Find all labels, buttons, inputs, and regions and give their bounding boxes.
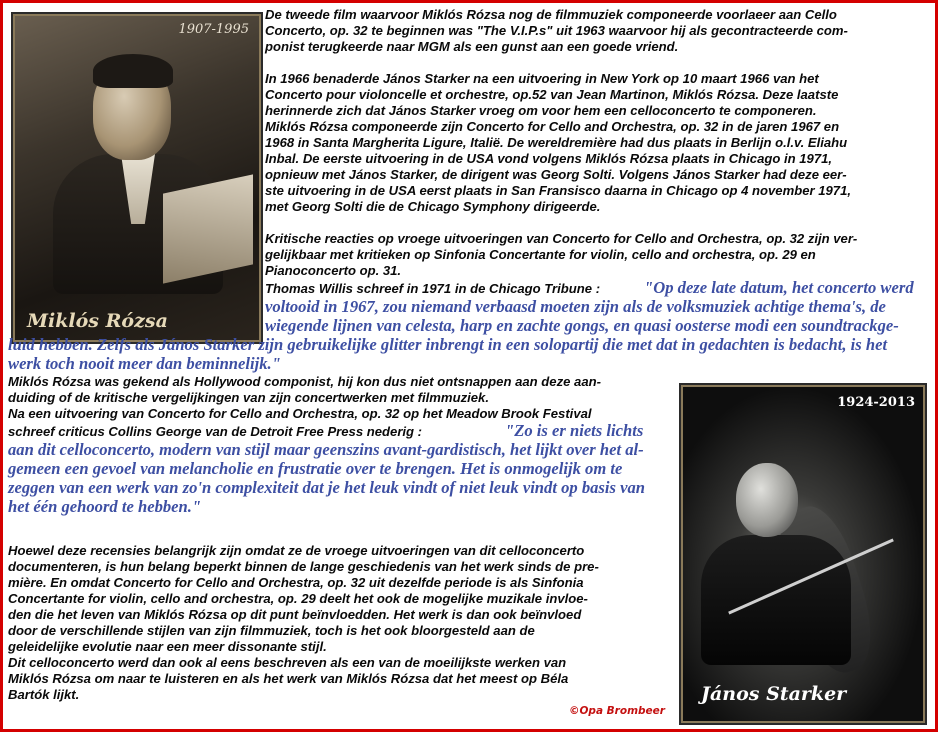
willis-quote-line: werk toch nooit meer dan beminnelijk." [8, 354, 281, 373]
paragraph-line: door de verschillende stijlen van zijn filmmuziek, toch is het ook bloorgesteld aan de [8, 623, 535, 638]
photo-caption: Miklós Rózsa [27, 310, 168, 332]
paragraph-line: Miklós Rózsa was gekend als Hollywood componist, hij kon dus niet ontsnappen aan deze aan- [8, 374, 601, 389]
paragraph-line: De tweede film waarvoor Miklós Rózsa nog de filmmuziek componeerde voorlaeer aan Cello [265, 7, 837, 22]
george-quote-line: het één gehoord te hebben." [8, 497, 202, 516]
willis-quote-line: wiegende lijnen van celesta, harp en zachte gongs, en quasi oosterse modi een soundtrackge- [265, 316, 899, 335]
paragraph-line: Inbal. De eerste uitvoering in de USA vond volgens Miklós Rózsa plaats in Chicago in 1971, [265, 151, 833, 166]
paragraph-line: ste uitvoering in de USA eerst plaats in San Fransisco daarna in Chicago op 4 november 1971, [265, 183, 851, 198]
willis-quote-line: luid hebben. Zelfs als János Starker zijn gebruikelijke glitter inbrengt in een solopartij die met dat in gedachten is bedacht, is het [8, 335, 888, 354]
paragraph-line: herinnerde zich dat János Starker vroeg om voor hem een celloconcerto te componeren. [265, 103, 817, 118]
photo-years: 1924-2013 [837, 395, 915, 410]
photo-figure-body [701, 535, 851, 665]
george-quote-line: aan dit celloconcerto, modern van stijl maar geenszins avant-gardistisch, het lijkt over het al- [8, 440, 644, 459]
paragraph-line: Kritische reacties op vroege uitvoeringen van Concerto for Cello and Orchestra, op. 32 zijn ver- [265, 231, 858, 246]
paragraph-line: Miklós Rózsa componeerde zijn Concerto for Cello and Orchestra, op. 32 in de jaren 1967 en [265, 119, 840, 134]
photo-piano [163, 174, 253, 283]
george-quote-line: "Zo is er niets lichts [505, 421, 644, 440]
george-quote-line: zeggen van een werk van zo'n complexiteit dat je het leuk vindt of niet leuk vindt op basis van [8, 478, 645, 497]
george-quote-line: gemeen een gevoel van melancholie en frustratie over te brengen. Het is onmogelijk om te [8, 459, 623, 478]
paragraph-line: documenteren, is hun belang beperkt binnen de lange geschiedenis van het werk sinds de pre- [8, 559, 599, 574]
paragraph-line: Concerto pour violoncelle et orchestre, op.52 van Jean Martinon, Miklós Rózsa. Deze laatste [265, 87, 839, 102]
paragraph-line: In 1966 benaderde János Starker na een uitvoering in New York op 10 maart 1966 van het [265, 71, 819, 86]
paragraph-line: 1968 in Santa Margherita Ligure, Italië. De wereldremière had dus plaats in Berlijn o.l.v. Eliahu [265, 135, 848, 150]
photo-caption: János Starker [701, 683, 847, 705]
copyright-label: ©Opa Brombeer [569, 705, 665, 717]
paragraph-line: Concerto, op. 32 te beginnen was "The V.I.P.s" uit 1963 waarvoor hij als gecontracteerde com- [265, 23, 848, 38]
paragraph-line: duiding of de kritische vergelijkingen van zijn concertwerken met filmmuziek. [8, 390, 489, 405]
paragraph-line: Dit celloconcerto werd dan ook al eens beschreven als een van de moeilijkste werken van [8, 655, 567, 670]
photo-janos-starker [679, 383, 927, 725]
paragraph-line: opnieuw met János Starker, de dirigent was Georg Solti. Volgens János Starker had deze eer- [265, 167, 847, 182]
paragraph-line: Bartók lijkt. [8, 687, 80, 702]
george-intro: schreef criticus Collins George van de Detroit Free Press nederig : [8, 424, 423, 439]
paragraph-line: Na een uitvoering van Concerto for Cello and Orchestra, op. 32 op het Meadow Brook Festival [8, 406, 592, 421]
photo-years: 1907-1995 [178, 22, 249, 37]
paragraph-line: gelijkbaar met kritieken op Sinfonia Concertante for violin, cello and orchestra, op. 29 en [265, 247, 816, 262]
paragraph-line: geleidelijke evolutie naar een meer dissonante stijl. [8, 639, 327, 654]
paragraph-line: ponist terugkeerde naar MGM als een gunst aan een goede vriend. [265, 39, 679, 54]
paragraph-line: den die het leven van Miklós Rózsa op dit punt beïnvloedden. Het werk is dan ook beïnvloed [8, 607, 582, 622]
photo-figure-head [736, 463, 798, 537]
photo-figure-hair [93, 54, 173, 88]
paragraph-line: Pianoconcerto op. 31. [265, 263, 402, 278]
paragraph-line: Miklós Rózsa om naar te luisteren en als het werk van Miklós Rózsa dat het meest op Béla [8, 671, 569, 686]
paragraph-line: met Georg Solti die de Chicago Symphony dirigeerde. [265, 199, 601, 214]
paragraph-line: Hoewel deze recensies belangrijk zijn omdat ze de vroege uitvoeringen van dit celloconcerto [8, 543, 585, 558]
photo-miklos-rozsa [11, 12, 263, 344]
willis-quote-line: voltooid in 1967, zou niemand verbaasd moeten zijn als de volksmuziek achtige thema's, de [265, 297, 886, 316]
paragraph-line: mière. En omdat Concerto for Cello and Orchestra, op. 32 uit dezelfde periode is als Sinfonia [8, 575, 584, 590]
paragraph-line: Concertante for violin, cello and orchestra, op. 29 deelt het ook de mogelijke muzikale invloe- [8, 591, 588, 606]
willis-quote-line: "Op deze late datum, het concerto werd [644, 278, 914, 297]
willis-intro: Thomas Willis schreef in 1971 in de Chicago Tribune : [265, 281, 601, 296]
